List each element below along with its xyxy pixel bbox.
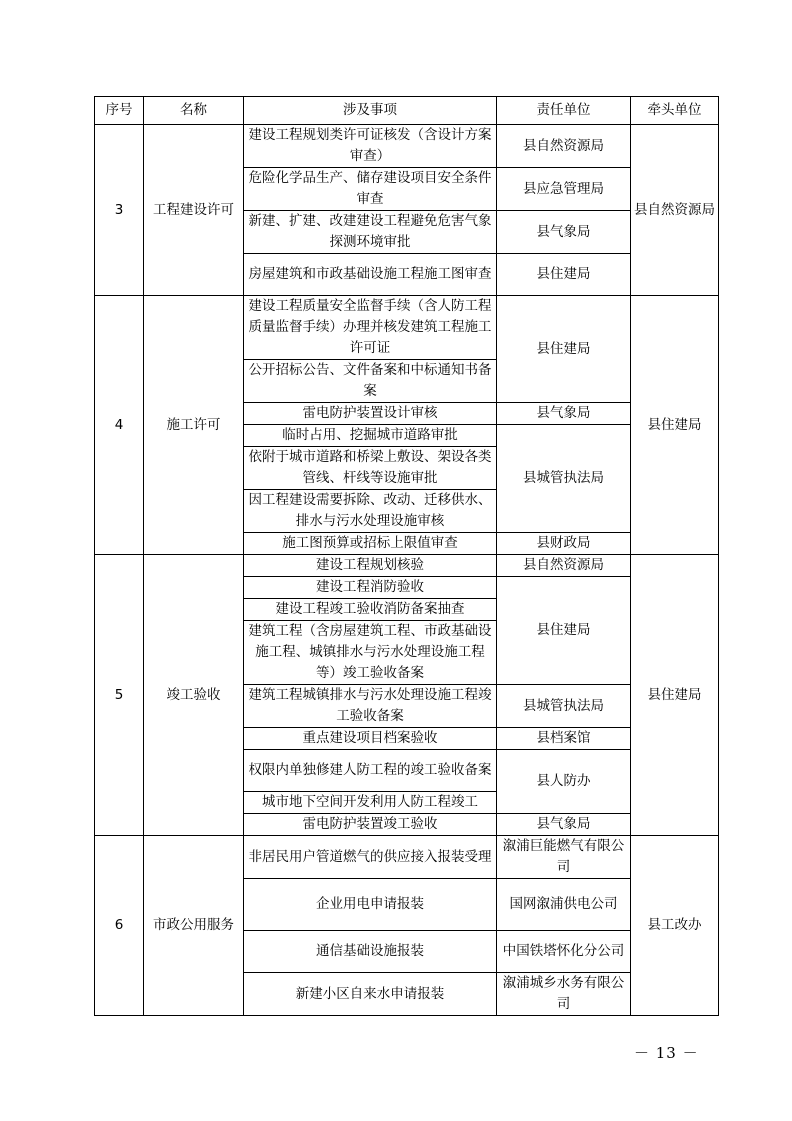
- item-cell: 建设工程质量安全监督手续（含人防工程质量监督手续）办理并核发建筑工程施工许可证: [244, 296, 497, 360]
- item-cell: 依附于城市道路和桥梁上敷设、架设各类管线、杆线等设施审批: [244, 447, 497, 490]
- dept-cell: 县气象局: [497, 403, 631, 425]
- item-cell: 企业用电申请报装: [244, 879, 497, 931]
- dept-cell: 县城管执法局: [497, 685, 631, 728]
- group-name: 施工许可: [144, 296, 244, 555]
- dept-cell: 县档案馆: [497, 728, 631, 750]
- item-cell: 建设工程规划类许可证核发（含设计方案审查）: [244, 125, 497, 168]
- item-cell: 新建小区自来水申请报装: [244, 973, 497, 1016]
- table-row: [95, 836, 719, 879]
- item-cell: 房屋建筑和市政基础设施工程施工图审查: [244, 254, 497, 296]
- item-cell: 非居民用户管道燃气的供应接入报装受理: [244, 836, 497, 879]
- dept-cell: 国网溆浦供电公司: [497, 879, 631, 931]
- header-no: 序号: [95, 97, 144, 125]
- dept-cell: 县自然资源局: [497, 555, 631, 577]
- item-cell: 公开招标公告、文件备案和中标通知书备案: [244, 360, 497, 403]
- item-cell: 新建、扩建、改建建设工程避免危害气象探测环境审批: [244, 211, 497, 254]
- group-no: 4: [95, 296, 144, 555]
- group-name: 竣工验收: [144, 555, 244, 836]
- item-cell: 建筑工程（含房屋建筑工程、市政基础设施工程、城镇排水与污水处理设施工程等）竣工验收备案: [244, 621, 497, 685]
- approval-items-table: [94, 96, 719, 1016]
- dept-cell: 县住建局: [497, 296, 631, 403]
- dept-cell: 县自然资源局: [497, 125, 631, 168]
- dept-cell: 县人防办: [497, 750, 631, 814]
- header-lead: 牵头单位: [631, 97, 719, 125]
- group-name: 市政公用服务: [144, 836, 244, 1016]
- dept-cell: 溆浦城乡水务有限公司: [497, 973, 631, 1016]
- group-name: 工程建设许可: [144, 125, 244, 296]
- item-cell: 建筑工程城镇排水与污水处理设施工程竣工验收备案: [244, 685, 497, 728]
- item-cell: 雷电防护装置竣工验收: [244, 814, 497, 836]
- header-dept: 责任单位: [497, 97, 631, 125]
- item-cell: 城市地下空间开发利用人防工程竣工: [244, 792, 497, 814]
- item-cell: 重点建设项目档案验收: [244, 728, 497, 750]
- dept-cell: 溆浦巨能燃气有限公司: [497, 836, 631, 879]
- item-cell: 因工程建设需要拆除、改动、迁移供水、排水与污水处理设施审核: [244, 490, 497, 533]
- lead-cell: 县住建局: [631, 555, 719, 836]
- header-item: 涉及事项: [244, 97, 497, 125]
- lead-cell: 县工改办: [631, 836, 719, 1016]
- dept-cell: 县住建局: [497, 254, 631, 296]
- page-number: － 13 －: [634, 1044, 699, 1062]
- dept-cell: 县城管执法局: [497, 425, 631, 533]
- item-cell: 权限内单独修建人防工程的竣工验收备案: [244, 750, 497, 792]
- dept-cell: 县财政局: [497, 533, 631, 555]
- group-no: 6: [95, 836, 144, 1016]
- item-cell: 施工图预算或招标上限值审查: [244, 533, 497, 555]
- item-cell: 临时占用、挖掘城市道路审批: [244, 425, 497, 447]
- lead-cell: 县住建局: [631, 296, 719, 555]
- item-cell: 建设工程竣工验收消防备案抽查: [244, 599, 497, 621]
- item-cell: 危险化学品生产、储存建设项目安全条件审查: [244, 168, 497, 211]
- item-cell: 通信基础设施报装: [244, 931, 497, 973]
- table-row: [95, 296, 719, 360]
- table-row: [95, 125, 719, 168]
- dept-cell: 县住建局: [497, 577, 631, 685]
- lead-cell: 县自然资源局: [631, 125, 719, 296]
- header-name: 名称: [144, 97, 244, 125]
- group-no: 5: [95, 555, 144, 836]
- dept-cell: 县应急管理局: [497, 168, 631, 211]
- dept-cell: 县气象局: [497, 814, 631, 836]
- group-no: 3: [95, 125, 144, 296]
- item-cell: 雷电防护装置设计审核: [244, 403, 497, 425]
- item-cell: 建设工程消防验收: [244, 577, 497, 599]
- dept-cell: 中国铁塔怀化分公司: [497, 931, 631, 973]
- item-cell: 建设工程规划核验: [244, 555, 497, 577]
- table-row: [95, 555, 719, 577]
- dept-cell: 县气象局: [497, 211, 631, 254]
- table-header-row: [95, 97, 719, 125]
